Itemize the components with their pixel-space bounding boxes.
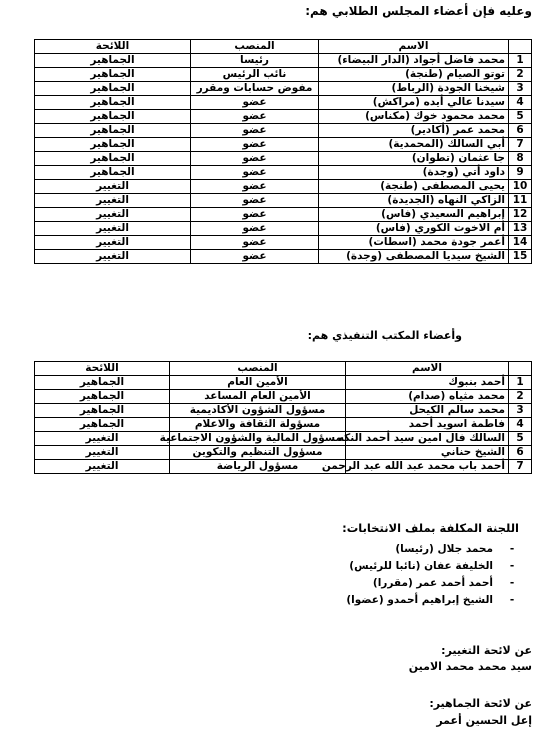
row-list: التغيير bbox=[35, 446, 170, 460]
row-list: الجماهير bbox=[35, 110, 191, 124]
row-name: أعمر جودة محمد (اسطات) bbox=[319, 236, 509, 250]
member-name: محمد جلال (رئيسا) bbox=[395, 543, 493, 555]
row-number: 14 bbox=[509, 236, 532, 250]
row-number: 1 bbox=[509, 376, 532, 390]
row-position: عضو bbox=[191, 124, 319, 138]
row-list: الجماهير bbox=[35, 54, 191, 68]
row-list: التغيير bbox=[35, 250, 191, 264]
row-number: 13 bbox=[509, 222, 532, 236]
row-name: جا عثمان (تطوان) bbox=[319, 152, 509, 166]
row-number: 7 bbox=[509, 138, 532, 152]
council-header-row bbox=[35, 40, 532, 54]
header-position: المنصب bbox=[191, 40, 319, 54]
executive-header-row bbox=[35, 362, 532, 376]
row-number: 2 bbox=[509, 390, 532, 404]
council-table bbox=[34, 39, 532, 264]
row-number: 6 bbox=[509, 124, 532, 138]
row-list: التغيير bbox=[35, 208, 191, 222]
table-row bbox=[35, 236, 532, 250]
row-list: الجماهير bbox=[35, 82, 191, 96]
row-position: عضو bbox=[191, 96, 319, 110]
table-row bbox=[35, 404, 532, 418]
row-number: 4 bbox=[509, 418, 532, 432]
member-name: الخليفة عفان (نائبا للرئيس) bbox=[349, 560, 493, 572]
bullet-dash: - bbox=[509, 543, 515, 555]
row-position: عضو bbox=[191, 166, 319, 180]
row-name: أحمد باب محمد عبد الله عبد الرحمن bbox=[346, 460, 509, 474]
row-number: 9 bbox=[509, 166, 532, 180]
row-name: فاطمة اسويد أحمد bbox=[346, 418, 509, 432]
list-item bbox=[319, 541, 519, 558]
row-position: عضو bbox=[191, 194, 319, 208]
row-number: 8 bbox=[509, 152, 532, 166]
table-row bbox=[35, 222, 532, 236]
row-number: 3 bbox=[509, 82, 532, 96]
table-row bbox=[35, 82, 532, 96]
header-name: الاسم bbox=[346, 362, 509, 376]
table-row bbox=[35, 124, 532, 138]
row-list: الجماهير bbox=[35, 138, 191, 152]
row-position: عضو bbox=[191, 180, 319, 194]
row-name: محمد عمر (أكادير) bbox=[319, 124, 509, 138]
table-row bbox=[35, 180, 532, 194]
row-number: 5 bbox=[509, 110, 532, 124]
row-name: توتو الصيام (طنجة) bbox=[319, 68, 509, 82]
row-list: التغيير bbox=[35, 194, 191, 208]
table-row bbox=[35, 376, 532, 390]
row-list: الجماهير bbox=[35, 376, 170, 390]
row-position: عضو bbox=[191, 222, 319, 236]
table-row bbox=[35, 390, 532, 404]
row-list: التغيير bbox=[35, 222, 191, 236]
table-row bbox=[35, 96, 532, 110]
row-name: شيخنا الجودة (الرباط) bbox=[319, 82, 509, 96]
header-name: الاسم bbox=[319, 40, 509, 54]
table-row bbox=[35, 152, 532, 166]
row-position: عضو bbox=[191, 110, 319, 124]
row-number: 12 bbox=[509, 208, 532, 222]
table-row bbox=[35, 166, 532, 180]
header-number bbox=[509, 40, 532, 54]
row-name: محمد محمود خوك (مكناس) bbox=[319, 110, 509, 124]
table-row bbox=[35, 418, 532, 432]
row-number: 15 bbox=[509, 250, 532, 264]
row-list: الجماهير bbox=[35, 96, 191, 110]
row-list: التغيير bbox=[35, 460, 170, 474]
row-name: يحيى المصطفى (طنجة) bbox=[319, 180, 509, 194]
table-row bbox=[35, 432, 532, 446]
row-position: عضو bbox=[191, 250, 319, 264]
row-position: عضو bbox=[191, 236, 319, 250]
bullet-dash: - bbox=[509, 560, 515, 572]
member-name: الشيخ إبراهيم أحمدو (عضوا) bbox=[346, 594, 493, 606]
row-name: محمد فاضل أجواد (الدار البيضاء) bbox=[319, 54, 509, 68]
row-name: السالك فال امين سيد أحمد النكه bbox=[346, 432, 509, 446]
table-row bbox=[35, 194, 532, 208]
row-position: عضو bbox=[191, 208, 319, 222]
council-intro: وعليه فإن أعضاء المجلس الطلابي هم: bbox=[305, 4, 532, 18]
row-position: مسؤولة الثقافة والاعلام bbox=[170, 418, 346, 432]
row-list: الجماهير bbox=[35, 418, 170, 432]
elections-title: اللجنة المكلفة بملف الانتخابات: bbox=[342, 521, 519, 535]
elections-members bbox=[319, 541, 519, 609]
row-position: مسؤول التنظيم والتكوين bbox=[170, 446, 346, 460]
row-name: الشيخ سيديا المصطفى (وجدة) bbox=[319, 250, 509, 264]
row-position: رئيسا bbox=[191, 54, 319, 68]
row-list: التغيير bbox=[35, 432, 170, 446]
row-name: داود أتي (وجدة) bbox=[319, 166, 509, 180]
row-name: محمد سالم الكيحل bbox=[346, 404, 509, 418]
row-number: 4 bbox=[509, 96, 532, 110]
row-position: عضو bbox=[191, 152, 319, 166]
row-list: الجماهير bbox=[35, 152, 191, 166]
row-number: 1 bbox=[509, 54, 532, 68]
row-name: أم الاخوت الكوري (فاس) bbox=[319, 222, 509, 236]
row-position: الأمين العام المساعد bbox=[170, 390, 346, 404]
row-position: نائب الرئيس bbox=[191, 68, 319, 82]
table-row bbox=[35, 250, 532, 264]
header-list: اللائحة bbox=[35, 362, 170, 376]
row-number: 7 bbox=[509, 460, 532, 474]
table-row bbox=[35, 446, 532, 460]
row-list: الجماهير bbox=[35, 124, 191, 138]
bullet-dash: - bbox=[509, 577, 515, 589]
table-row bbox=[35, 138, 532, 152]
row-name: أحمد بنبوك bbox=[346, 376, 509, 390]
row-position: عضو bbox=[191, 138, 319, 152]
row-name: أبي السالك (المحمدية) bbox=[319, 138, 509, 152]
table-row bbox=[35, 208, 532, 222]
table-row bbox=[35, 54, 532, 68]
row-name: الشيخ حناني bbox=[346, 446, 509, 460]
row-name: الزاكي النهاه (الجديدة) bbox=[319, 194, 509, 208]
list-item bbox=[319, 592, 519, 609]
row-number: 10 bbox=[509, 180, 532, 194]
executive-intro: وأعضاء المكتب التنفيذي هم: bbox=[307, 329, 462, 342]
header-list: اللائحة bbox=[35, 40, 191, 54]
row-position: مسؤول الرياضة bbox=[170, 460, 346, 474]
row-position: الأمين العام bbox=[170, 376, 346, 390]
row-number: 2 bbox=[509, 68, 532, 82]
list-item bbox=[319, 558, 519, 575]
bullet-dash: - bbox=[509, 594, 515, 606]
row-name: إبراهيم السعيدي (فاس) bbox=[319, 208, 509, 222]
row-number: 11 bbox=[509, 194, 532, 208]
executive-table bbox=[34, 361, 532, 474]
row-position: مفوض حسابات ومقرر bbox=[191, 82, 319, 96]
header-position: المنصب bbox=[170, 362, 346, 376]
change-list-rep: سيد محمد محمد الامين bbox=[408, 660, 532, 673]
row-name: سيدنا عالي أيده (مراكش) bbox=[319, 96, 509, 110]
list-item bbox=[319, 575, 519, 592]
row-position: مسؤول الشؤون الأكاديمية bbox=[170, 404, 346, 418]
change-list-label: عن لائحة التغيير: bbox=[441, 644, 532, 657]
member-name: أحمد أحمد عمر (مقررا) bbox=[372, 577, 493, 589]
table-row bbox=[35, 460, 532, 474]
table-row bbox=[35, 110, 532, 124]
row-list: الجماهير bbox=[35, 404, 170, 418]
header-number bbox=[509, 362, 532, 376]
row-name: محمد مثياه (صدام) bbox=[346, 390, 509, 404]
table-row bbox=[35, 68, 532, 82]
row-number: 6 bbox=[509, 446, 532, 460]
row-number: 3 bbox=[509, 404, 532, 418]
row-list: الجماهير bbox=[35, 166, 191, 180]
row-list: الجماهير bbox=[35, 68, 191, 82]
row-list: الجماهير bbox=[35, 390, 170, 404]
masses-list-label: عن لائحة الجماهير: bbox=[429, 697, 532, 710]
row-list: التغيير bbox=[35, 236, 191, 250]
masses-list-rep: إعل الحسين أعمر bbox=[436, 714, 532, 727]
row-position: مسؤول المالية والشؤون الاجتماعية bbox=[170, 432, 346, 446]
row-list: التغيير bbox=[35, 180, 191, 194]
row-number: 5 bbox=[509, 432, 532, 446]
